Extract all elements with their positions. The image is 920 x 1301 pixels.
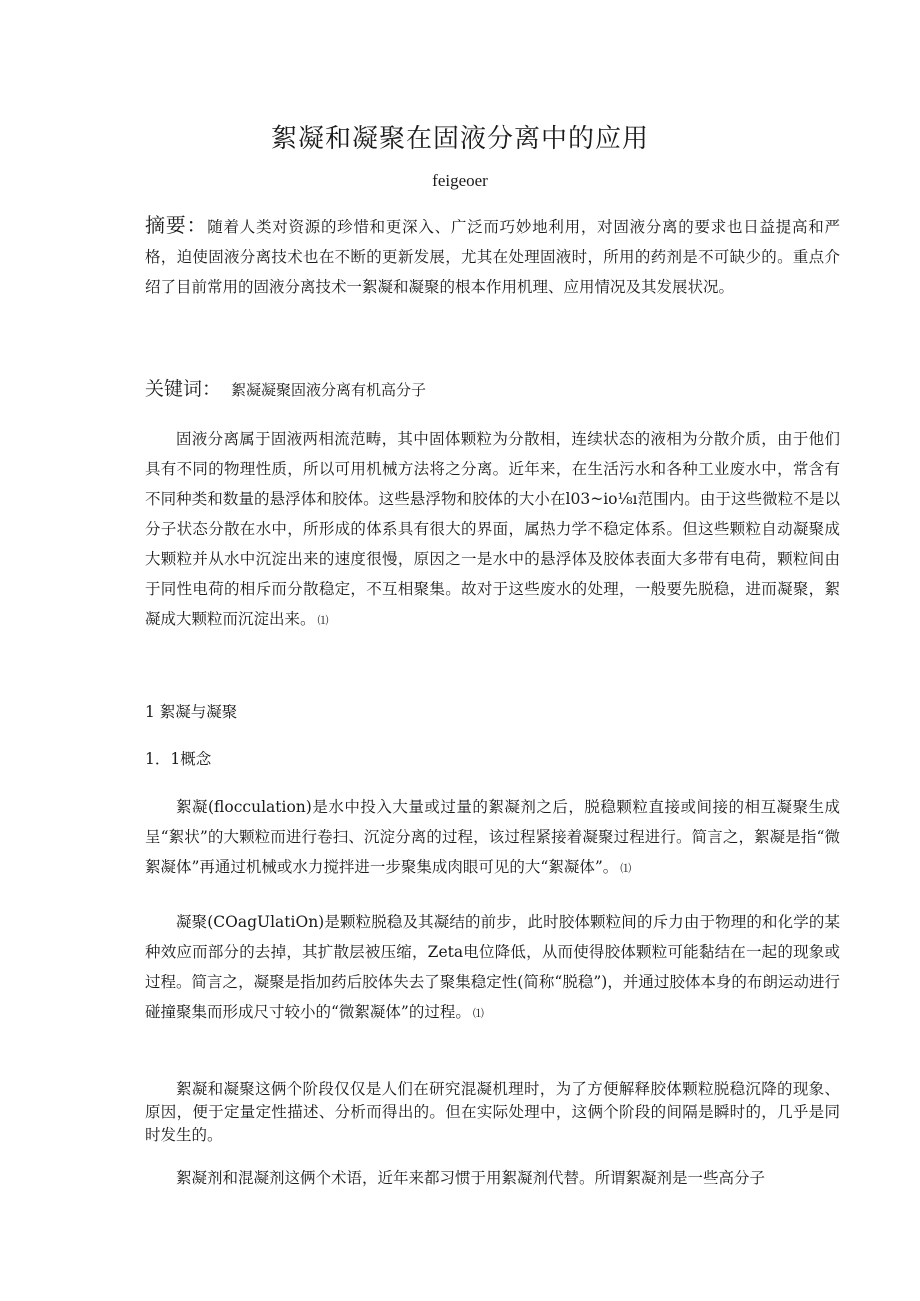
abstract-text: 随着人类对资源的珍惜和更深入、广泛而巧妙地利用，对固液分离的要求也日益提高和严格，迫使固液分离技术也在不断的更新发展，尤其在处理固液时，所用的药剂是不可缺少的。重点介绍了目前常用的固液分离技术一絮凝和凝聚的根本作用机理、应用情况及其发展状况。 (145, 218, 840, 296)
stages-paragraph: 絮凝和凝聚这俩个阶段仅仅是人们在研究混凝机理时，为了方便解释胶体颗粒脱稳沉降的现象、原因，便于定量定性描述、分析而得出的。但在实际处理中，这俩个阶段的间隔是瞬时的，几乎是同时发生的。 (145, 1080, 840, 1144)
author-name: feigeoer (432, 171, 488, 190)
flocculation-text: 絮凝(flocculation)是水中投入大量或过量的絮凝剂之后，脱稳颗粒直接或间接的相互凝聚生成呈“絮状”的大颗粒而进行卷扫、沉淀分离的过程，该过程紧接着凝聚过程进行。简言之，絮凝是指“微絮凝体”再通过机械或水力搅拌进一步聚集成肉眼可见的大“絮凝体”。 (145, 798, 840, 876)
coagulation-text: 凝聚(COagUlatiOn)是颗粒脱稳及其凝结的前步，此时胶体颗粒间的斥力由于物理的和化学的某种效应而部分的去掉，其扩散层被压缩，Zeta电位降低，从而使得胶体颗粒可能黏结在一起的现象或过程。简言之，凝聚是指加药后胶体失去了聚集稳定性(简称“脱稳”)，并通过胶体本身的布朗运动进行碰撞聚集而形成尺寸较小的“微絮凝体”的过程。 (145, 913, 840, 1021)
flocculation-paragraph (145, 792, 840, 884)
abstract-paragraph (145, 210, 840, 302)
section-heading-1: 1 絮凝与凝聚 (145, 703, 238, 721)
keywords-line (145, 374, 840, 401)
abstract-label: 摘要： (145, 213, 208, 237)
section-heading-1-1: 1．1概念 (145, 750, 212, 768)
terms-paragraph: 絮凝剂和混凝剂这俩个术语，近年来都习惯于用絮凝剂代替。所谓絮凝剂是一些高分子 (176, 1169, 766, 1187)
keywords-text: 絮凝凝聚固液分离有机高分子 (231, 381, 427, 399)
intro-text: 固液分离属于固液两相流范畴，其中固体颗粒为分散相，连续状态的液相为分散介质，由于他们具有不同的物理性质，所以可用机械方法将之分离。近年来，在生活污水和各种工业废水中，常含有不同种类和数量的悬浮体和胶体。这些悬浮物和胶体的大小在l03~io⅛ı范围内。由于这些微粒不是以分子状态分散在水中，所形成的体系具有很大的界面，属热力学不稳定体系。但这些颗粒自动凝聚成大颗粒并从水中沉淀出来的速度很慢，原因之一是水中的悬浮体及胶体表面大多带有电荷，颗粒间由于同性电荷的相斥而分散稳定，不互相聚集。故对于这些废水的处理，一般要先脱稳，进而凝聚，絮凝成大颗粒而沉淀出来。 (145, 430, 840, 628)
citation-ref: ⑴ (317, 614, 329, 627)
document-title: 絮凝和凝聚在固液分离中的应用 (270, 124, 649, 154)
citation-ref: ⑴ (620, 862, 632, 875)
coagulation-paragraph (145, 907, 840, 1029)
intro-paragraph (145, 424, 840, 636)
citation-ref: ⑴ (472, 1007, 484, 1020)
keywords-label: 关键词： (145, 378, 222, 400)
